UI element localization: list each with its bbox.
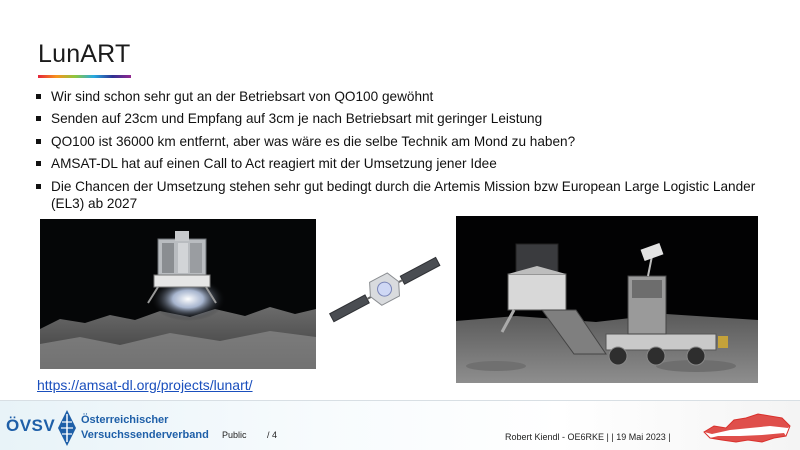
satellite-image [325, 250, 445, 330]
bullet-text: AMSAT-DL hat auf einen Call to Act reagiert mit der Umsetzung jener Idee [51, 156, 497, 172]
bullet-list [36, 88, 756, 217]
bullet-item [36, 110, 756, 127]
classification-label: Public [222, 430, 247, 440]
lander-rover-image [456, 216, 758, 383]
lander-landing-image [40, 219, 316, 369]
austria-map-icon [700, 408, 795, 448]
antenna-logo-icon [56, 408, 78, 448]
bullet-text: Wir sind schon sehr gut an der Betriebsart von QO100 gewöhnt [51, 89, 434, 104]
author-date: Robert Kiendl - OE6RKE | | 19 Mai 2023 | [505, 432, 671, 442]
footer-divider [0, 400, 800, 401]
bullet-square-icon [36, 94, 41, 99]
bullet-text: QO100 ist 36000 km entfernt, aber was wäre es die selbe Technik am Mond zu haben? [51, 133, 576, 149]
bullet-text: Senden auf 23cm und Empfang auf 3cm je nach Betriebsart mit geringer Leistung [51, 111, 543, 127]
bullet-item [36, 155, 756, 172]
ovsv-logo-text: ÖVSV [6, 416, 56, 435]
slide-title: LunART [38, 40, 131, 68]
bullet-square-icon [36, 161, 41, 166]
page-number: / 4 [267, 430, 278, 440]
bullet-item [36, 88, 756, 105]
bullet-square-icon [36, 139, 41, 144]
title-underline [38, 75, 131, 78]
project-link[interactable]: https://amsat-dl.org/projects/lunart/ [37, 377, 253, 393]
bullet-item [36, 178, 756, 212]
bullet-square-icon [36, 184, 41, 189]
bullet-text: Die Chancen der Umsetzung stehen sehr gut bedingt durch die Artemis Mission bzw European Large Logistic Lander (EL3) ab 2027 [51, 178, 756, 211]
org-name-line1: Österreichischer [81, 414, 169, 426]
bullet-item [36, 133, 756, 150]
org-name-line2: Versuchssenderverband [81, 429, 209, 441]
bullet-square-icon [36, 116, 41, 121]
